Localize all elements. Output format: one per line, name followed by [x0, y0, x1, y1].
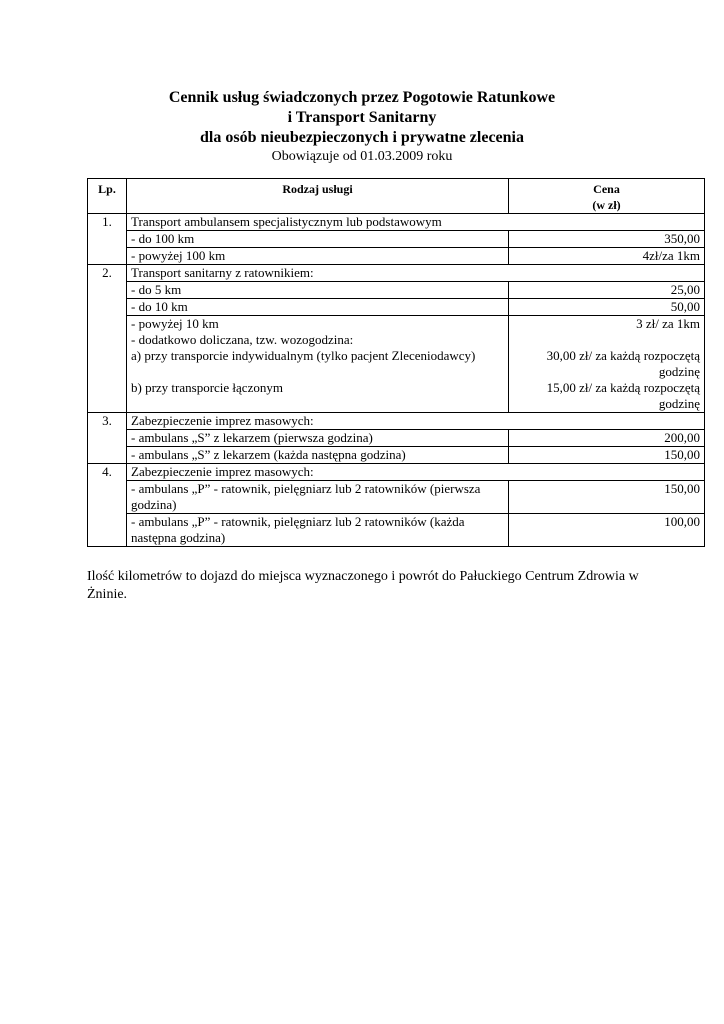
header-price [509, 179, 705, 214]
table-row [88, 282, 705, 299]
price-line: 3 zł/ za 1km [636, 316, 700, 331]
table-row [88, 214, 705, 231]
service-name: - ambulans „P” - ratownik, pielęgniarz lub 2 ratowników (pierwsza godzina) [127, 481, 509, 514]
table-row [88, 316, 705, 413]
service-line: - dodatkowo doliczana, tzw. wozogodzina: [131, 332, 354, 347]
header-price-label: Cena [593, 182, 620, 196]
service-price: 100,00 [509, 514, 705, 547]
effective-date: Obowiązuje od 01.03.2009 roku [271, 149, 453, 164]
price-line: 15,00 zł/ za każdą rozpoczętą godzinę [546, 380, 700, 411]
header-lp: Lp. [88, 179, 127, 214]
service-name: - do 10 km [127, 299, 509, 316]
service-line: - powyżej 10 km [131, 316, 219, 331]
table-row [88, 447, 705, 464]
service-line: a) przy transporcie indywidualnym (tylko pacjent Zleceniodawcy) [131, 348, 476, 363]
section-title: Transport sanitarny z ratownikiem: [127, 265, 705, 282]
document-title-block [0, 88, 724, 166]
service-price: 50,00 [509, 299, 705, 316]
price-list-table [87, 178, 705, 547]
table-row [88, 430, 705, 447]
section-number: 2. [88, 265, 127, 413]
table-row [88, 464, 705, 481]
price-line: 30,00 zł/ za każdą rozpoczętą godzinę [546, 348, 700, 379]
table-header-row [88, 179, 705, 214]
service-price: 350,00 [509, 231, 705, 248]
table-row [88, 413, 705, 430]
service-price: 150,00 [509, 447, 705, 464]
footer-note: Ilość kilometrów to dojazd do miejsca wyznaczonego i powrót do Pałuckiego Centrum Zdrowia w Żninie. [87, 569, 639, 602]
table-row [88, 265, 705, 282]
service-price-complex [509, 316, 705, 413]
service-price: 4zł/za 1km [509, 248, 705, 265]
section-title: Zabezpieczenie imprez masowych: [127, 464, 705, 481]
table-row [88, 481, 705, 514]
table-row [88, 231, 705, 248]
service-name: - do 100 km [127, 231, 509, 248]
service-price: 25,00 [509, 282, 705, 299]
section-number: 3. [88, 413, 127, 464]
service-name: - do 5 km [127, 282, 509, 299]
title-line-1: Cennik usług świadczonych przez Pogotowie Ratunkowe [168, 89, 556, 106]
service-line: b) przy transporcie łączonym [131, 380, 283, 395]
header-service-type: Rodzaj usługi [127, 179, 509, 214]
section-title: Zabezpieczenie imprez masowych: [127, 413, 705, 430]
service-name: - powyżej 100 km [127, 248, 509, 265]
section-title: Transport ambulansem specjalistycznym lub podstawowym [127, 214, 705, 231]
service-price: 200,00 [509, 430, 705, 447]
service-name: - ambulans „S” z lekarzem (pierwsza godzina) [127, 430, 509, 447]
table-row [88, 514, 705, 547]
service-name: - ambulans „P” - ratownik, pielęgniarz lub 2 ratowników (każda następna godzina) [127, 514, 509, 547]
service-price: 150,00 [509, 481, 705, 514]
section-number: 4. [88, 464, 127, 547]
service-name-complex [127, 316, 509, 413]
title-line-2: i Transport Sanitarny [287, 109, 437, 126]
header-price-unit: (w zł) [592, 198, 621, 212]
service-name: - ambulans „S” z lekarzem (każda następna godzina) [127, 447, 509, 464]
section-number: 1. [88, 214, 127, 265]
table-row [88, 248, 705, 265]
table-row [88, 299, 705, 316]
title-line-3: dla osób nieubezpieczonych i prywatne zlecenia [200, 129, 524, 146]
